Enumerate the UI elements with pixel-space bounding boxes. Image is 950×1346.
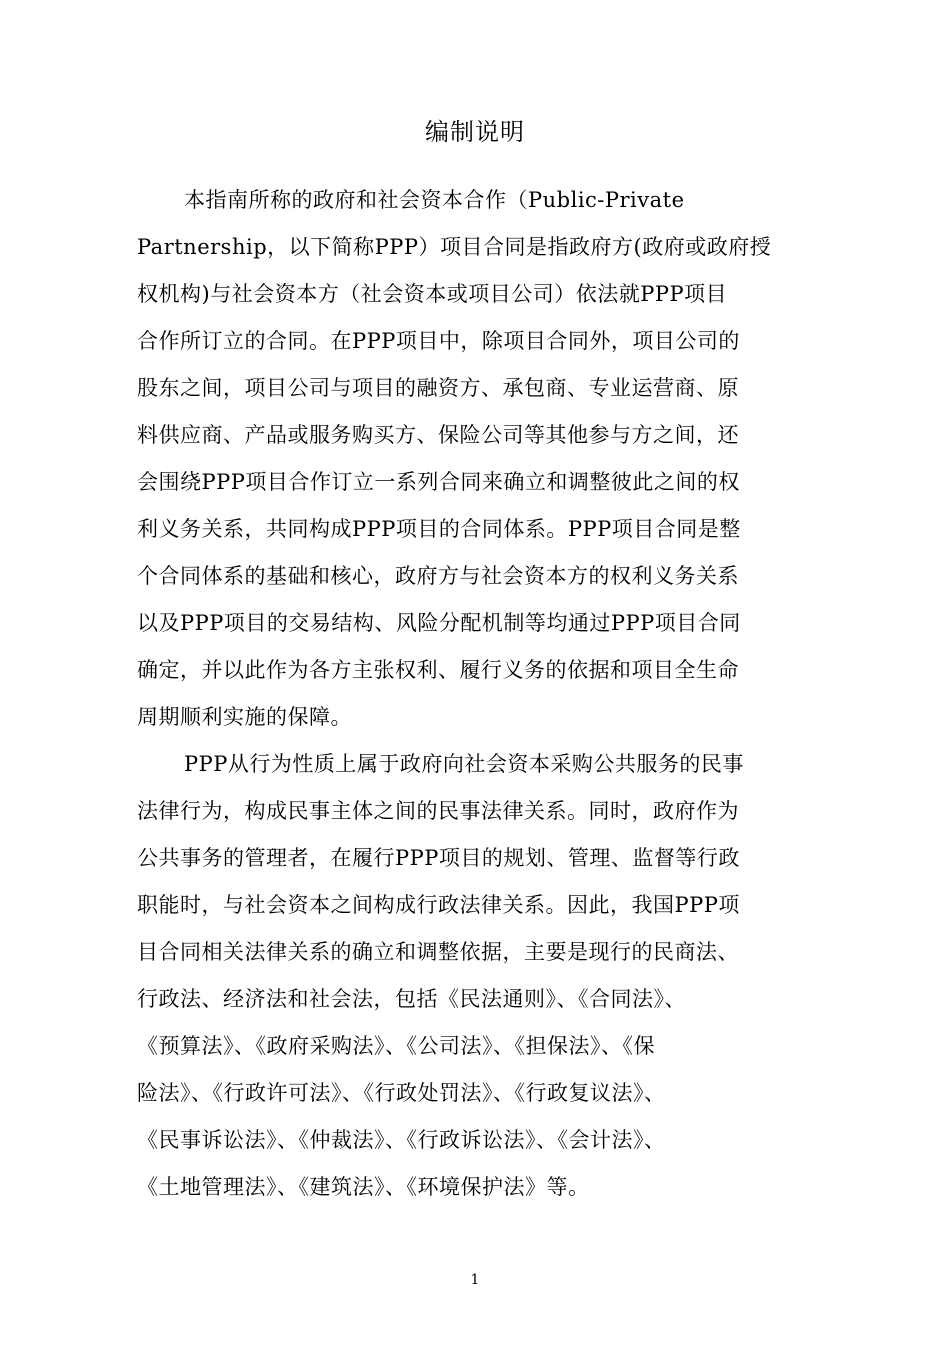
paragraph-2-line-2: 法律行为，构成民事主体之间的民事法律关系。同时，政府作为 <box>137 799 739 823</box>
paragraph-1-line-3: 权机构)与社会资本方（社会资本或项目公司）依法就PPP项目 <box>137 282 728 306</box>
paragraph-2-line-8: 险法》、《行政许可法》、《行政处罚法》、《行政复议法》、 <box>137 1081 666 1105</box>
paragraph-1-line-5: 股东之间，项目公司与项目的融资方、承包商、专业运营商、原 <box>137 376 739 400</box>
paragraph-1-line-12: 周期顺利实施的保障。 <box>137 705 352 729</box>
paragraph-1-line-8: 利义务关系，共同构成PPP项目的合同体系。PPP项目合同是整 <box>137 517 741 541</box>
paragraph-2-line-9: 《民事诉讼法》、《仲裁法》、《行政诉讼法》、《会计法》、 <box>137 1128 666 1152</box>
paragraph-2-line-1: PPP从行为性质上属于政府向社会资本采购公共服务的民事 <box>184 752 744 776</box>
paragraph-1-line-4: 合作所订立的合同。在PPP项目中，除项目合同外，项目公司的 <box>137 329 740 353</box>
paragraph-1-line-9: 个合同体系的基础和核心，政府方与社会资本方的权利义务关系 <box>137 564 739 588</box>
document-title: 编制说明 <box>425 118 525 146</box>
paragraph-2-line-10: 《土地管理法》、《建筑法》、《环境保护法》等。 <box>137 1175 590 1199</box>
page-number: 1 <box>470 1272 480 1288</box>
paragraph-1-line-10: 以及PPP项目的交易结构、风险分配机制等均通过PPP项目合同 <box>137 611 741 635</box>
paragraph-2-line-7: 《预算法》、《政府采购法》、《公司法》、《担保法》、《保 <box>137 1034 655 1058</box>
paragraph-2-line-6: 行政法、经济法和社会法，包括《民法通则》、《合同法》、 <box>137 987 686 1011</box>
paragraph-1-line-7: 会围绕PPP项目合作订立一系列合同来确立和调整彼此之间的权 <box>137 470 740 494</box>
paragraph-1-line-2: Partnership，以下简称PPP）项目合同是指政府方(政府或政府授 <box>137 235 772 259</box>
paragraph-1-line-11: 确定，并以此作为各方主张权利、履行义务的依据和项目全生命 <box>137 658 739 682</box>
paragraph-2-line-3: 公共事务的管理者，在履行PPP项目的规划、管理、监督等行政 <box>137 846 740 870</box>
paragraph-2-line-4: 职能时，与社会资本之间构成行政法律关系。因此，我国PPP项 <box>137 893 740 917</box>
paragraph-1-line-6: 料供应商、产品或服务购买方、保险公司等其他参与方之间，还 <box>137 423 739 447</box>
paragraph-1-line-1: 本指南所称的政府和社会资本合作（Public-Private <box>184 188 685 212</box>
paragraph-2-line-5: 目合同相关法律关系的确立和调整依据，主要是现行的民商法、 <box>137 940 739 964</box>
